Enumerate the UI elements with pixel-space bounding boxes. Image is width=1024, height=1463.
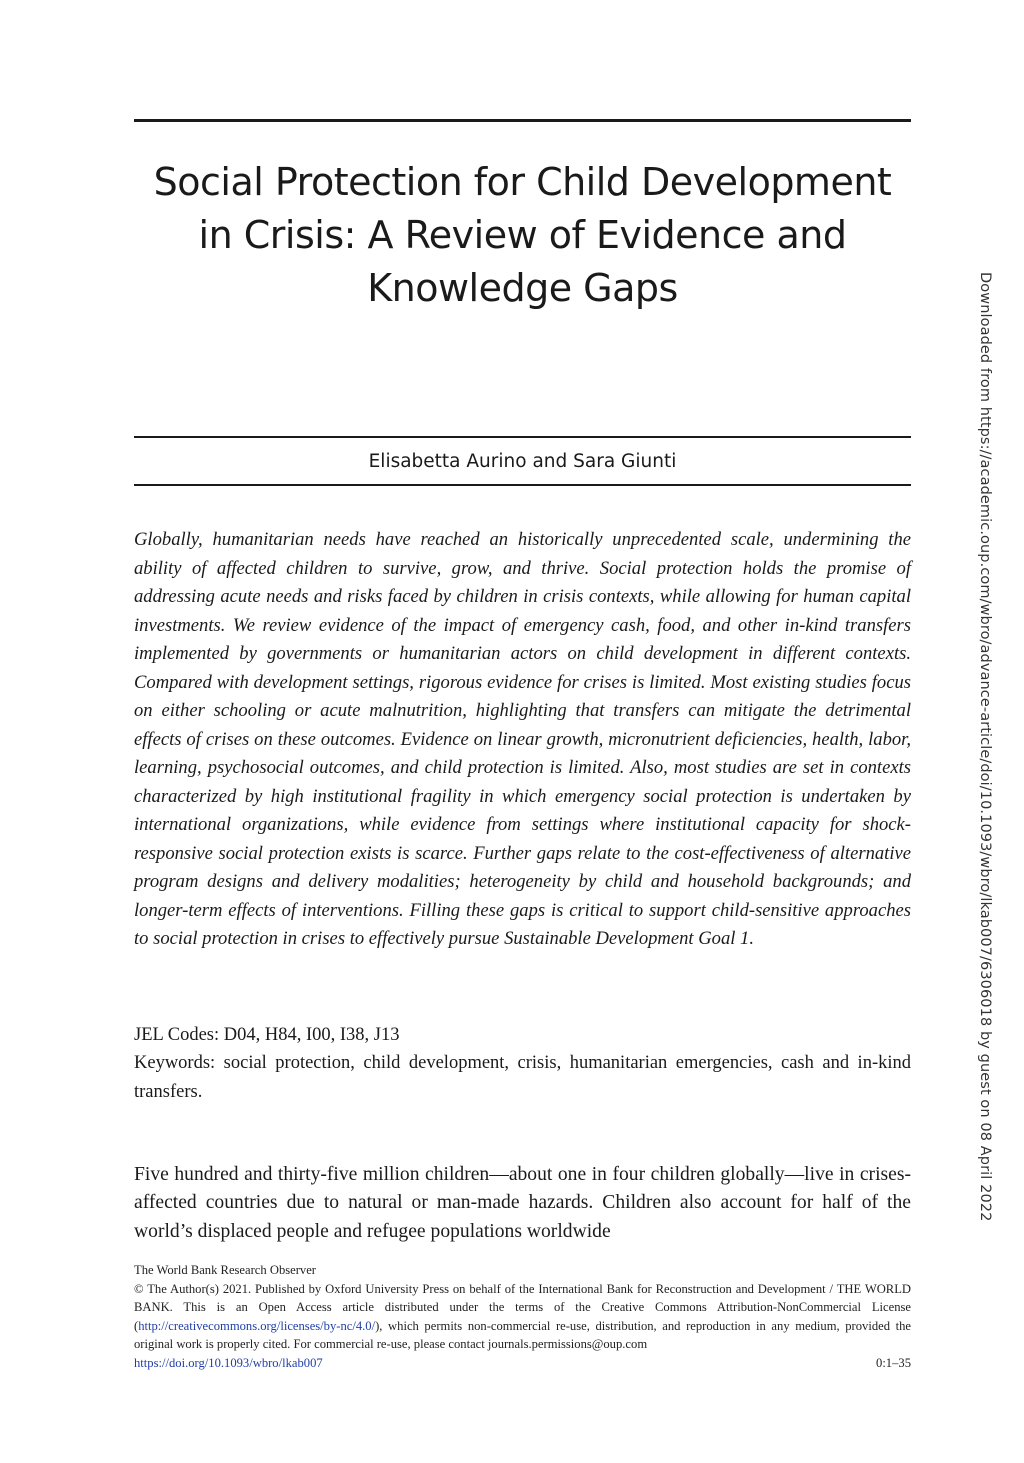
footer-bottom-row bbox=[134, 1354, 911, 1373]
body-intro-paragraph: Five hundred and thirty-five million children—about one in four children globally—live in crises-affected countries due to natural or man-made hazards. Children also account for half of the world’s displaced people and refugee populations worldwide bbox=[134, 1164, 911, 1242]
title-line-2: in Crisis: A Review of Evidence and bbox=[198, 213, 847, 257]
title-line-1: Social Protection for Child Development bbox=[153, 160, 892, 204]
journal-name: The World Bank Research Observer bbox=[134, 1263, 316, 1277]
copyright-notice bbox=[134, 1280, 911, 1354]
page-range: 0:1–35 bbox=[876, 1355, 911, 1370]
author-rule-bottom bbox=[134, 484, 911, 486]
keywords: Keywords: social protection, child development, crisis, humanitarian emergencies, cash and in-kind transfers. bbox=[134, 1053, 911, 1102]
copyright-text-start: © The Author(s) 2021. Published by Oxford University Press on behalf of the International Bank for Reconstruction and Development / THE WORLD BANK. This is an Open Access article distributed under the terms of the Creative Commons Attribution-NonCommercial License ( bbox=[134, 1281, 911, 1333]
download-sidebar bbox=[965, 272, 1005, 1222]
article-title bbox=[134, 156, 911, 315]
page-footer bbox=[134, 1261, 911, 1373]
doi-link[interactable]: https://doi.org/10.1093/wbro/lkab007 bbox=[134, 1355, 323, 1370]
author-rule-top bbox=[134, 436, 911, 438]
download-note: Downloaded from https://academic.oup.com/wbro/advance-article/doi/10.1093/wbro/lkab007/6306018 by guest on 08 April 2022 bbox=[977, 272, 993, 1222]
license-link[interactable]: http://creativecommons.org/licenses/by-nc/4.0/ bbox=[138, 1318, 376, 1333]
top-rule bbox=[134, 119, 911, 122]
title-line-3: Knowledge Gaps bbox=[367, 266, 678, 310]
copyright-text-end: ), which permits non-commercial re-use, distribution, and reproduction in any medium, provided the original work is properly cited. For commercial re-use, please contact journals.permissions@oup.com bbox=[134, 1318, 911, 1352]
jel-codes: JEL Codes: D04, H84, I00, I38, J13 bbox=[134, 1025, 400, 1045]
abstract: Globally, humanitarian needs have reached an historically unprecedented scale, undermining the ability of affected children to survive, grow, and thrive. Social protection holds the promise of addressing acute needs and risks faced by children in crisis contexts, while allowing for human capital investments. We review evidence of the impact of emergency cash, food, and other in-kind transfers implemented by governments or humanitarian actors on child development in different contexts. Compared with development settings, rigorous evidence for crises is limited. Most existing studies focus on either schooling or acute malnutrition, highlighting that transfers can mitigate the detrimental effects of crises on these outcomes. Evidence on linear growth, micronutrient deficiencies, health, labor, learning, psychosocial outcomes, and child protection is limited. Also, most studies are set in contexts characterized by high institutional fragility in which emergency social protection is undertaken by international organizations, while evidence from settings where institutional capacity for shock-responsive social protection exists is scarce. Further gaps relate to the cost-effectiveness of alternative program designs and delivery modalities; heterogeneity by child and household backgrounds; and longer-term effects of interventions. Filling these gaps is critical to support child-sensitive approaches to social protection in crises to effectively pursue Sustainable Development Goal 1. bbox=[134, 529, 911, 949]
authors: Elisabetta Aurino and Sara Giunti bbox=[368, 451, 677, 472]
